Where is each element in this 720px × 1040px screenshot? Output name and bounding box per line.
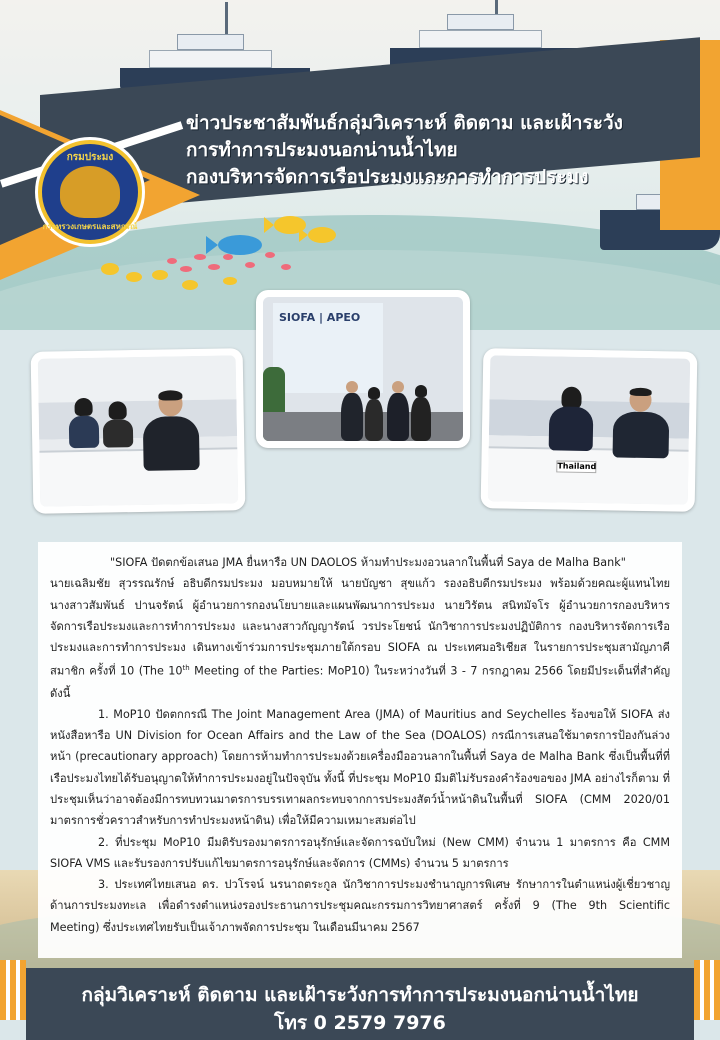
article-headline: "SIOFA ปัดตกข้อเสนอ JMA ยื่นหารือ UN DAOLOS ห้ามทำประมงอวนลากในพื้นที่ Saya de Malha Bank"	[110, 556, 626, 569]
header-title	[186, 110, 686, 191]
logo-top-text: กรมประมง	[66, 152, 114, 163]
footer-unit-name: กลุ่มวิเคราะห์ ติดตาม และเฝ้าระวังการทำการประมงนอกน่านน้ำไทย	[81, 984, 639, 1006]
meeting-photo-left	[31, 348, 246, 514]
footer-contact	[26, 968, 694, 1040]
intro-text-end: Meeting of the Parties: MoP10) ในระหว่างวันที่ 3 - 7 กรกฎาคม 2566 โดยมีประเด็นที่สำคัญ ดังนี้	[50, 665, 670, 700]
meeting-photo-left-image	[38, 355, 239, 506]
delegate-photo	[365, 387, 383, 441]
country-nameplate	[556, 460, 596, 473]
delegate-photo	[341, 381, 363, 441]
floor	[263, 412, 463, 441]
article-point-1: 1. MoP10 ปัดตกกรณี The Joint Management Area (JMA) of Mauritius and Seychelles ร้องขอให้ SIOFA ส่งหนังสือหารือ UN Division for Ocean Affairs and the Law of the Sea (DOALOS) กรณีการเสนอใช้มาตรการป้องกันล่วงหน้า (precautionary approach) โดยการห้ามทำการประมงด้วยเครื่องมืออวนลากในพื้นที่ Saya de Malha Bank ซึ่งเป็นพื้นที่ที่เรือประมงไทยได้รับอนุญาตให้ทำการประมงอยู่ในปัจจุบัน ทั้งนี้ ที่ประชุม MoP10 มีมติไม่รับรองคำร้องขอของ JMA อย่างไรก็ตาม ที่ประชุมเห็นว่าอาจต้องมีการทบทวนมาตรการบรรเทาผลกระทบจากการประมงสัตว์น้ำหน้าดินในพื้นที่ SIOFA (CMM 2020/01 มาตรการชั่วคราวสำหรับการทำประมงหน้าดิน) เพื่อให้มีความเหมาะสมต่อไป	[50, 707, 670, 828]
title-line-3: กองบริหารจัดการเรือประมงและการทำการประมง	[186, 166, 589, 188]
conference-table	[39, 447, 238, 507]
article-body	[38, 542, 682, 958]
delegate-photo	[549, 386, 594, 451]
article-intro	[50, 573, 670, 704]
delegate-photo	[613, 387, 670, 458]
title-line-1: ข่าวประชาสัมพันธ์กลุ่มวิเคราะห์ ติดตาม และเฝ้าระวัง	[186, 112, 623, 134]
intro-superscript: th	[182, 664, 190, 673]
projection-screen	[273, 303, 383, 393]
delegate-photo	[411, 385, 431, 441]
delegate-photo	[102, 401, 133, 448]
logo-bottom-text: กระทรวงเกษตรและสหกรณ์	[42, 222, 138, 231]
header-banner	[0, 0, 720, 330]
delegate-photo	[387, 381, 409, 441]
department-of-fisheries-logo	[38, 140, 142, 244]
footer-phone: โทร 0 2579 7976	[274, 1012, 446, 1034]
logo-emblem	[60, 166, 120, 218]
screen-sign-text: SIOFA | APEO	[279, 311, 361, 324]
title-line-2: การทำการประมงนอกน่านน้ำไทย	[186, 139, 458, 161]
delegate-photo	[68, 398, 99, 449]
article-point-3: 3. ประเทศไทยเสนอ ดร. ปวโรจน์ นรนาถตระกูล นักวิชาการประมงชำนาญการพิเศษ รักษาการในตำแหน่งผู้เชี่ยวชาญด้านการประมงทะเล เพื่อดำรงตำแหน่งรองประธานการประชุมคณะกรรมการวิทยาศาสตร์ ครั้งที่ 9 (The 9th Scientific Meeting) ซึ่งประเทศไทยรับเป็นเจ้าภาพจัดการประชุม ในเดือนมีนาคม 2567	[50, 878, 670, 934]
meeting-photo-center-image	[263, 297, 463, 441]
ceiling	[38, 355, 237, 403]
nameplate-text: Thailand	[557, 461, 597, 472]
intro-text: นายเฉลิมชัย สุวรรณรักษ์ อธิบดีกรมประมง มอบหมายให้ นายบัญชา สุขแก้ว รองอธิบดีกรมประมง พร้อมด้วยคณะผู้แทนไทย นางสาวสัมพันธ์ ปานจรัตน์ ผู้อำนวยการกองนโยบายและแผนพัฒนาการประมง นายวิรัตน สนิทมัจโร ผู้อำนวยการกองบริหารจัดการเรือประมงและการทำการประมง และนางสาวกัญญารัตน์ วรประโยชน์ นักวิชาการประมงปฏิบัติการ กองบริหารจัดการเรือประมงและการทำการประมง เดินทางเข้าร่วมการประชุมภายใต้กรอบ SIOFA ณ ประเทศมอริเชียส ในรายการประชุมสามัญภาคีสมาชิก ครั้งที่ 10 (The 10	[50, 577, 670, 679]
left-stripe-decoration	[0, 960, 26, 1020]
meeting-photo-right	[481, 348, 698, 512]
meeting-photo-right-image	[488, 355, 691, 504]
delegate-photo	[142, 390, 199, 471]
right-stripe-decoration	[694, 960, 720, 1020]
meeting-photo-center	[256, 290, 470, 448]
article-point-2: 2. ที่ประชุม MoP10 มีมติรับรองมาตรการอนุรักษ์และจัดการฉบับใหม่ (New CMM) จำนวน 1 มาตรการ คือ CMM SIOFA VMS และรับรองการปรับแก้ไขมาตรการอนุรักษ์และจัดการ (CMMs) จำนวน 5 มาตรการ	[50, 835, 670, 870]
